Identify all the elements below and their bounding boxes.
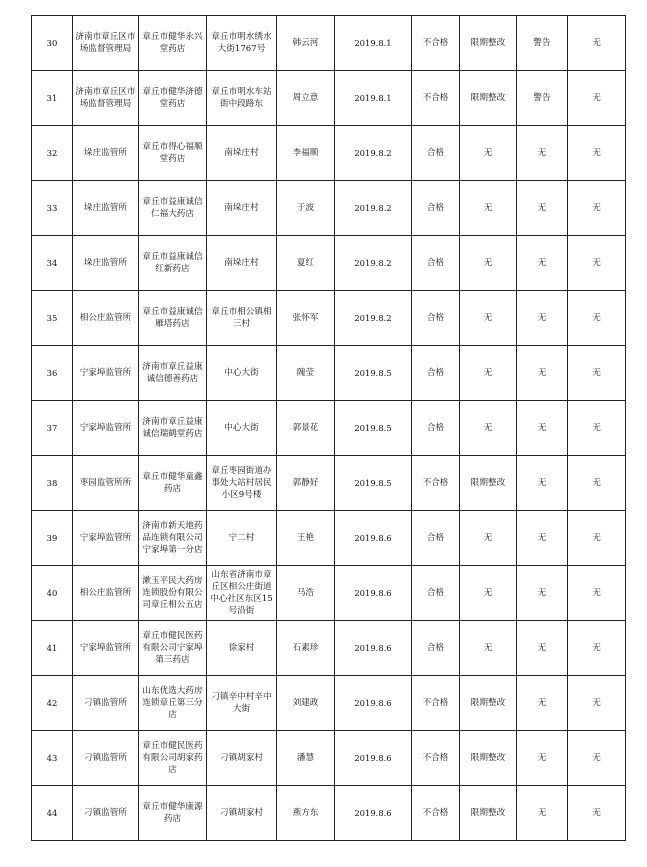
penalty-cell: 无	[517, 291, 568, 346]
result-cell: 合格	[412, 126, 460, 181]
agency-cell: 相公庄监管所	[73, 566, 139, 621]
person-in-charge-cell: 刘建政	[277, 676, 335, 731]
table-row	[32, 786, 626, 841]
other-measure-cell: 无	[568, 786, 626, 841]
handling-cell: 限期整改	[460, 16, 517, 71]
address-cell: 刁镇胡家村	[207, 786, 277, 841]
agency-cell: 刁镇监管所	[73, 786, 139, 841]
inspection-date-cell: 2019.8.6	[335, 676, 412, 731]
result-cell: 合格	[412, 566, 460, 621]
store-name-cell: 章丘市益康诚信仁福大药店	[139, 181, 207, 236]
serial-number-cell: 31	[32, 71, 73, 126]
handling-cell: 限期整改	[460, 71, 517, 126]
penalty-cell: 无	[517, 621, 568, 676]
table-row	[32, 71, 626, 126]
person-in-charge-cell: 潘慧	[277, 731, 335, 786]
result-cell: 不合格	[412, 786, 460, 841]
inspection-date-cell: 2019.8.5	[335, 456, 412, 511]
result-cell: 合格	[412, 181, 460, 236]
other-measure-cell: 无	[568, 291, 626, 346]
person-in-charge-cell: 于波	[277, 181, 335, 236]
address-cell: 章丘市相公镇相三村	[207, 291, 277, 346]
other-measure-cell: 无	[568, 236, 626, 291]
inspection-date-cell: 2019.8.6	[335, 786, 412, 841]
other-measure-cell: 无	[568, 71, 626, 126]
penalty-cell: 无	[517, 236, 568, 291]
penalty-cell: 无	[517, 566, 568, 621]
serial-number-cell: 30	[32, 16, 73, 71]
store-name-cell: 章丘市健华济德堂药店	[139, 71, 207, 126]
table-row	[32, 16, 626, 71]
handling-cell: 无	[460, 181, 517, 236]
serial-number-cell: 36	[32, 346, 73, 401]
agency-cell: 宁家埠监管所	[73, 511, 139, 566]
handling-cell: 限期整改	[460, 456, 517, 511]
address-cell: 刁镇辛中村辛中大街	[207, 676, 277, 731]
penalty-cell: 警告	[517, 71, 568, 126]
table-row	[32, 566, 626, 621]
agency-cell: 刁镇监管所	[73, 676, 139, 731]
address-cell: 南垛庄村	[207, 236, 277, 291]
store-name-cell: 章丘市得心福顺堂药店	[139, 126, 207, 181]
serial-number-cell: 44	[32, 786, 73, 841]
serial-number-cell: 33	[32, 181, 73, 236]
other-measure-cell: 无	[568, 16, 626, 71]
person-in-charge-cell: 张怀军	[277, 291, 335, 346]
address-cell: 章丘市明水绣水大街1767号	[207, 16, 277, 71]
result-cell: 不合格	[412, 71, 460, 126]
penalty-cell: 无	[517, 401, 568, 456]
penalty-cell: 无	[517, 511, 568, 566]
store-name-cell: 章丘市健民医药有限公司胡家药店	[139, 731, 207, 786]
inspection-date-cell: 2019.8.2	[335, 126, 412, 181]
handling-cell: 无	[460, 346, 517, 401]
address-cell: 南垛庄村	[207, 181, 277, 236]
handling-cell: 无	[460, 511, 517, 566]
serial-number-cell: 32	[32, 126, 73, 181]
other-measure-cell: 无	[568, 126, 626, 181]
table-row	[32, 401, 626, 456]
agency-cell: 垛庄监管所	[73, 126, 139, 181]
handling-cell: 无	[460, 621, 517, 676]
result-cell: 不合格	[412, 731, 460, 786]
address-cell: 中心大街	[207, 346, 277, 401]
address-cell: 章丘市明水车站街中段路东	[207, 71, 277, 126]
person-in-charge-cell: 韩云河	[277, 16, 335, 71]
table-row	[32, 456, 626, 511]
other-measure-cell: 无	[568, 566, 626, 621]
person-in-charge-cell: 郭静好	[277, 456, 335, 511]
result-cell: 不合格	[412, 456, 460, 511]
person-in-charge-cell: 石素珍	[277, 621, 335, 676]
handling-cell: 无	[460, 401, 517, 456]
handling-cell: 限期整改	[460, 676, 517, 731]
serial-number-cell: 43	[32, 731, 73, 786]
agency-cell: 济南市章丘区市场监督管理局	[73, 16, 139, 71]
other-measure-cell: 无	[568, 401, 626, 456]
other-measure-cell: 无	[568, 456, 626, 511]
penalty-cell: 无	[517, 181, 568, 236]
store-name-cell: 济南市章丘益康诚信德善药店	[139, 346, 207, 401]
table-body	[32, 16, 626, 841]
store-name-cell: 章丘市益康诚信红新药店	[139, 236, 207, 291]
handling-cell: 无	[460, 291, 517, 346]
serial-number-cell: 37	[32, 401, 73, 456]
table-row	[32, 346, 626, 401]
inspection-date-cell: 2019.8.5	[335, 346, 412, 401]
other-measure-cell: 无	[568, 346, 626, 401]
table-row	[32, 511, 626, 566]
address-cell: 宁二村	[207, 511, 277, 566]
result-cell: 合格	[412, 236, 460, 291]
serial-number-cell: 35	[32, 291, 73, 346]
address-cell: 章丘枣园街道办事处大站村居民小区9号楼	[207, 456, 277, 511]
person-in-charge-cell: 夏红	[277, 236, 335, 291]
handling-cell: 限期整改	[460, 731, 517, 786]
other-measure-cell: 无	[568, 621, 626, 676]
table-row	[32, 731, 626, 786]
table-row	[32, 126, 626, 181]
person-in-charge-cell: 周立意	[277, 71, 335, 126]
handling-cell: 无	[460, 566, 517, 621]
agency-cell: 垛庄监管所	[73, 236, 139, 291]
penalty-cell: 无	[517, 126, 568, 181]
store-name-cell: 章丘市健民医药有限公司宁家埠第三药店	[139, 621, 207, 676]
person-in-charge-cell: 李福顺	[277, 126, 335, 181]
inspection-date-cell: 2019.8.2	[335, 236, 412, 291]
penalty-cell: 无	[517, 456, 568, 511]
agency-cell: 宁家埠监管所	[73, 621, 139, 676]
inspection-date-cell: 2019.8.1	[335, 71, 412, 126]
other-measure-cell: 无	[568, 181, 626, 236]
table-row	[32, 181, 626, 236]
store-name-cell: 济南市新天地药品连锁有限公司宁家埠第一分店	[139, 511, 207, 566]
agency-cell: 相公庄监管所	[73, 291, 139, 346]
address-cell: 徐家村	[207, 621, 277, 676]
penalty-cell: 无	[517, 346, 568, 401]
serial-number-cell: 39	[32, 511, 73, 566]
agency-cell: 枣园监管所所	[73, 456, 139, 511]
person-in-charge-cell: 燕方东	[277, 786, 335, 841]
handling-cell: 无	[460, 126, 517, 181]
agency-cell: 宁家埠监管所	[73, 401, 139, 456]
store-name-cell: 章丘市健华永兴堂药店	[139, 16, 207, 71]
other-measure-cell: 无	[568, 511, 626, 566]
inspection-date-cell: 2019.8.2	[335, 181, 412, 236]
result-cell: 合格	[412, 621, 460, 676]
inspection-date-cell: 2019.8.6	[335, 731, 412, 786]
inspection-date-cell: 2019.8.5	[335, 401, 412, 456]
serial-number-cell: 34	[32, 236, 73, 291]
address-cell: 南垛庄村	[207, 126, 277, 181]
person-in-charge-cell: 隗莹	[277, 346, 335, 401]
inspection-date-cell: 2019.8.6	[335, 566, 412, 621]
handling-cell: 无	[460, 236, 517, 291]
address-cell: 山东省济南市章丘区相公庄街道中心社区东区15号沿街	[207, 566, 277, 621]
store-name-cell: 山东优选大药房连锁章丘第三分店	[139, 676, 207, 731]
serial-number-cell: 41	[32, 621, 73, 676]
agency-cell: 刁镇监管所	[73, 731, 139, 786]
store-name-cell: 章丘市健华康源药店	[139, 786, 207, 841]
penalty-cell: 警告	[517, 16, 568, 71]
person-in-charge-cell: 王艳	[277, 511, 335, 566]
store-name-cell: 章丘市健华童鑫药店	[139, 456, 207, 511]
inspection-date-cell: 2019.8.6	[335, 621, 412, 676]
penalty-cell: 无	[517, 731, 568, 786]
table-row	[32, 676, 626, 731]
inspection-date-cell: 2019.8.2	[335, 291, 412, 346]
store-name-cell: 章丘市益康诚信雁塔药店	[139, 291, 207, 346]
serial-number-cell: 40	[32, 566, 73, 621]
serial-number-cell: 42	[32, 676, 73, 731]
agency-cell: 济南市章丘区市场监督管理局	[73, 71, 139, 126]
inspection-date-cell: 2019.8.6	[335, 511, 412, 566]
inspection-table	[31, 15, 626, 841]
address-cell: 刁镇胡家村	[207, 731, 277, 786]
result-cell: 合格	[412, 346, 460, 401]
result-cell: 不合格	[412, 676, 460, 731]
table-row	[32, 621, 626, 676]
result-cell: 不合格	[412, 16, 460, 71]
penalty-cell: 无	[517, 786, 568, 841]
agency-cell: 垛庄监管所	[73, 181, 139, 236]
handling-cell: 限期整改	[460, 786, 517, 841]
address-cell: 中心大街	[207, 401, 277, 456]
table-row	[32, 291, 626, 346]
person-in-charge-cell: 郭景花	[277, 401, 335, 456]
other-measure-cell: 无	[568, 676, 626, 731]
result-cell: 合格	[412, 401, 460, 456]
person-in-charge-cell: 马浩	[277, 566, 335, 621]
other-measure-cell: 无	[568, 731, 626, 786]
inspection-date-cell: 2019.8.1	[335, 16, 412, 71]
store-name-cell: 漱玉平民大药房连锁股份有限公司章丘相公五店	[139, 566, 207, 621]
serial-number-cell: 38	[32, 456, 73, 511]
penalty-cell: 无	[517, 676, 568, 731]
result-cell: 合格	[412, 291, 460, 346]
store-name-cell: 济南市章丘益康诚信瑞鹤堂药店	[139, 401, 207, 456]
agency-cell: 宁家埠监管所	[73, 346, 139, 401]
table-row	[32, 236, 626, 291]
result-cell: 合格	[412, 511, 460, 566]
